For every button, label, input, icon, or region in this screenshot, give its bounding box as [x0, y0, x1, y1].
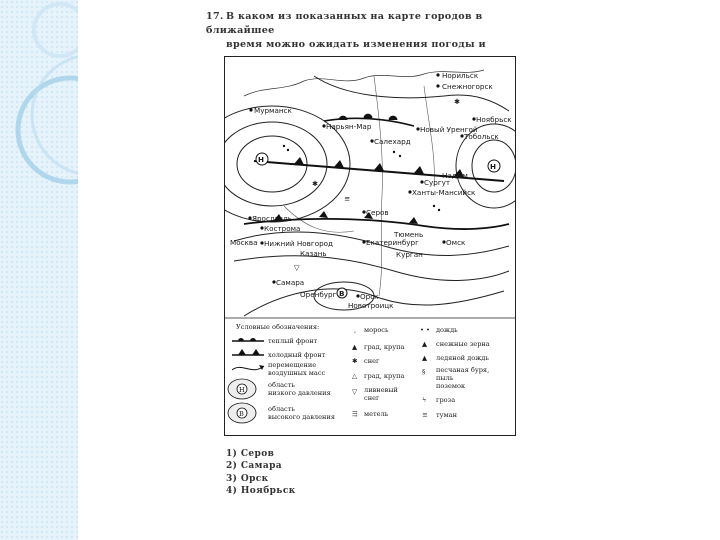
city-label: Оренбург: [300, 290, 337, 299]
city-label: Самара: [276, 278, 305, 287]
fog-icon: ≡: [422, 411, 428, 419]
city-label: Сургут: [424, 178, 451, 187]
legend-cold-front: холодный фронт: [268, 351, 326, 359]
city-label: Новый Уренгой: [420, 125, 478, 134]
city-label: Нижний Новгород: [264, 239, 334, 248]
low-pressure-letter: Н: [490, 162, 497, 171]
weather-map: [224, 56, 516, 436]
city-label: Орск: [360, 292, 379, 301]
low-pressure-letter: Н: [258, 155, 265, 164]
city-label: Тобольск: [464, 132, 499, 141]
legend-hail: град, крупа: [364, 343, 405, 351]
legend-dust-storm: песчаная буря,: [436, 366, 490, 374]
question-number: 17.: [206, 11, 224, 22]
legend-air-movement: перемещение: [268, 361, 317, 369]
legend-drizzle: морось: [364, 326, 389, 334]
thunderstorm-icon: ϟ: [422, 396, 427, 404]
answer-options: [226, 448, 296, 497]
question-text-line: В каком из показанных на карте городов в ближайшее: [206, 11, 483, 36]
city-label: Тюмень: [394, 230, 424, 239]
svg-text:✱: ✱: [312, 179, 319, 188]
city-label: Салехард: [374, 137, 411, 146]
city-label: Мурманск: [254, 106, 292, 115]
legend-title: Условные обозначения:: [236, 323, 320, 331]
city-label: Ханты-Мансийск: [412, 188, 476, 197]
svg-text:▽: ▽: [294, 263, 300, 272]
blizzard-icon: ⇶: [352, 410, 358, 418]
legend-low-area: низкого давления: [268, 389, 331, 397]
question-line-1: [206, 10, 536, 38]
svg-text:✱: ✱: [454, 97, 461, 106]
answer-option[interactable]: 2) Самара: [226, 461, 283, 472]
city-label: Нарьян-Мар: [326, 122, 372, 131]
city-label: Новотроицк: [348, 301, 394, 310]
legend-low-letter: Н: [239, 386, 245, 394]
high-pressure-letter: В: [339, 289, 345, 298]
rain-icon: • •: [420, 326, 430, 334]
city-label: Казань: [300, 249, 327, 258]
legend-air-movement: воздушных масс: [268, 369, 326, 377]
drizzle-icon: ,: [354, 326, 357, 334]
legend-low-area: область: [268, 381, 295, 389]
legend-fog: туман: [436, 411, 457, 419]
city-label: Омск: [446, 238, 466, 247]
city-label: Снежногорск: [442, 82, 493, 91]
hail-shower-icon: △: [352, 372, 358, 380]
decorative-side-strip: [0, 0, 78, 540]
city-label: Екатеринбург: [366, 238, 419, 247]
shower-snow-icon: ▽: [352, 388, 358, 396]
city-label: Москва: [230, 238, 258, 247]
legend-high-letter: В: [239, 410, 244, 418]
svg-text:≡: ≡: [344, 194, 351, 203]
legend-freezing-rain: ледяной дождь: [436, 354, 489, 362]
legend-snow-grains: снежные зерна: [436, 340, 490, 348]
freezing-rain-icon: ▲: [422, 354, 428, 362]
question-text-line: время можно ожидать изменения погоды и: [226, 39, 486, 50]
city-label: Серов: [366, 208, 389, 217]
legend-snow: снег: [364, 357, 380, 365]
city-label: Норильск: [442, 71, 479, 80]
legend-high-area: высокого давления: [268, 413, 335, 421]
legend-blizzard: метель: [364, 410, 389, 418]
legend-thunderstorm: гроза: [436, 396, 456, 404]
answer-option[interactable]: 1) Серов: [226, 449, 275, 459]
legend-shower-snow: снег: [364, 394, 380, 402]
city-label: Кострома: [264, 224, 301, 233]
legend-dust-storm: пыль: [436, 374, 454, 382]
answer-option[interactable]: 3) Орск: [226, 473, 269, 484]
snow-grains-icon: ▲: [422, 340, 428, 348]
city-label: Надым: [442, 171, 468, 180]
answer-option[interactable]: 4) Ноябрьск: [226, 485, 296, 496]
snow-icon: ✱: [352, 357, 358, 365]
legend-rain: дождь: [436, 326, 458, 334]
hail-icon: ▲: [352, 343, 358, 351]
city-label: Курган: [396, 250, 423, 259]
legend-shower-snow: ливневый: [364, 386, 398, 394]
dust-storm-icon: §: [422, 368, 426, 376]
legend-high-area: область: [268, 405, 295, 413]
legend-hail2: град, крупа: [364, 372, 405, 380]
city-label: Ярославль: [252, 214, 292, 223]
legend-dust-storm: поземок: [436, 382, 466, 390]
legend-warm-front: теплый фронт: [268, 337, 318, 345]
city-label: Ноябрьск: [476, 115, 512, 124]
